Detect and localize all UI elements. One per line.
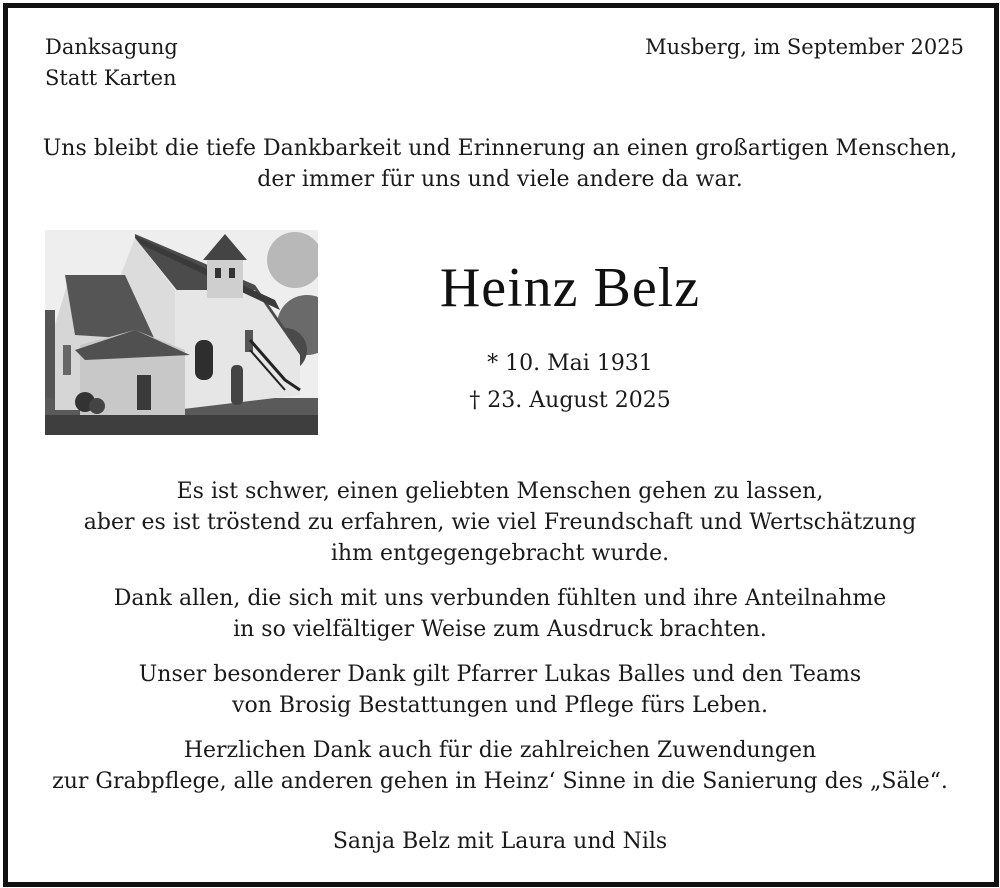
intro-text bbox=[0, 133, 1000, 195]
church-photo bbox=[45, 230, 318, 435]
intro-line: der immer für uns und viele andere da war. bbox=[257, 167, 743, 192]
paragraph-line: ihm entgegengebracht wurde. bbox=[330, 541, 670, 566]
paragraph-line: von Brosig Bestattungen und Pflege fürs Leben. bbox=[232, 693, 768, 718]
thanks-paragraph bbox=[0, 735, 1000, 797]
notice-type: Danksagung bbox=[45, 35, 178, 59]
death-date: † 23. August 2025 bbox=[469, 388, 671, 413]
thanks-paragraph bbox=[0, 476, 1000, 569]
header-left bbox=[45, 32, 178, 94]
life-dates bbox=[332, 345, 808, 419]
paragraph-line: in so vielfältiger Weise zum Ausdruck brachten. bbox=[233, 617, 767, 642]
thanks-paragraph bbox=[0, 583, 1000, 645]
paragraph-line: Herzlichen Dank auch für die zahlreichen Zuwendungen bbox=[183, 738, 817, 763]
paragraph-line: zur Grabpflege, alle anderen gehen in Heinz‘ Sinne in die Sanierung des „Säle“. bbox=[52, 769, 948, 794]
thanks-paragraph bbox=[0, 659, 1000, 721]
place-date: Musberg, im September 2025 bbox=[645, 35, 964, 59]
paragraph-line: Dank allen, die sich mit uns verbunden fühlten und ihre Anteilnahme bbox=[113, 586, 887, 611]
paragraph-line: Es ist schwer, einen geliebten Menschen gehen zu lassen, bbox=[176, 479, 824, 504]
notice-subtype: Statt Karten bbox=[45, 66, 177, 90]
paragraph-line: Unser besonderer Dank gilt Pfarrer Lukas Balles und den Teams bbox=[138, 662, 862, 687]
deceased-name: Heinz Belz bbox=[439, 257, 701, 319]
thanks-text bbox=[0, 476, 1000, 811]
paragraph-line: aber es ist tröstend zu erfahren, wie viel Freundschaft und Wertschätzung bbox=[83, 510, 917, 535]
signature: Sanja Belz mit Laura und Nils bbox=[332, 829, 668, 854]
birth-date: * 10. Mai 1931 bbox=[487, 351, 653, 376]
intro-line: Uns bleibt die tiefe Dankbarkeit und Erinnerung an einen großartigen Menschen, bbox=[42, 136, 958, 161]
